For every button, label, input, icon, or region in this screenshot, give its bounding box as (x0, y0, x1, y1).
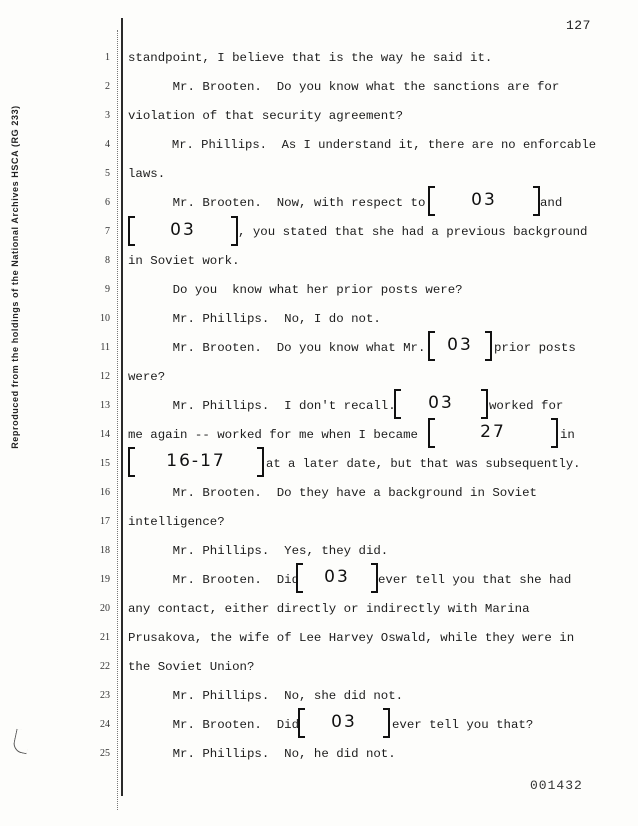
redaction-bracket (296, 565, 378, 591)
transcript-line: Mr. Brooten. Do you know what Mr. (128, 341, 426, 355)
redaction-code: 03 (428, 393, 454, 413)
transcript-line: me again -- worked for me when I became (128, 428, 418, 442)
transcript-line-continuation: ever tell you that she had (378, 573, 572, 587)
transcript-line: the Soviet Union? (128, 660, 255, 674)
redaction-bracket (428, 333, 492, 359)
line-number: 20 (100, 603, 110, 614)
line-number: 16 (100, 487, 110, 498)
redaction-code: 27 (480, 422, 506, 442)
transcript-line-continuation: worked for (489, 399, 564, 413)
archive-stamp: Reproduced from the holdings of the National Archives HSCA (RG 233) (10, 105, 20, 449)
transcript-line: laws. (128, 167, 166, 181)
transcript-line: any contact, either directly or indirectly with Marina (128, 602, 530, 616)
line-number: 21 (100, 632, 110, 643)
transcript-line: Mr. Phillips. No, I do not. (128, 312, 381, 326)
line-number: 11 (100, 342, 110, 353)
line-number: 8 (105, 255, 110, 266)
transcript-line: Mr. Phillips. No, he did not. (128, 747, 396, 761)
redaction-bracket (128, 449, 264, 475)
transcript-line-continuation: prior posts (494, 341, 576, 355)
line-number: 25 (100, 748, 110, 759)
transcript-line: Mr. Brooten. Did (128, 573, 300, 587)
line-number: 22 (100, 661, 110, 672)
transcript-line: intelligence? (128, 515, 225, 529)
line-number: 4 (105, 139, 110, 150)
transcript-line: Mr. Phillips. I don't recall. (128, 399, 396, 413)
line-number: 12 (100, 371, 110, 382)
transcript-line: Mr. Brooten. Do you know what the sanctions are for (128, 80, 560, 94)
transcript-line: Mr. Phillips. Yes, they did. (128, 544, 389, 558)
redaction-bracket (128, 218, 238, 244)
transcript-line: Mr. Brooten. Do they have a background in Soviet (128, 486, 537, 500)
transcript-line: Mr. Phillips. No, she did not. (128, 689, 404, 703)
transcript-line: Do you know what her prior posts were? (128, 283, 463, 297)
redaction-code: 03 (170, 220, 196, 240)
line-number: 5 (105, 168, 110, 179)
redaction-bracket (298, 710, 390, 736)
redaction-code: 03 (324, 567, 350, 587)
line-number: 14 (100, 429, 110, 440)
line-number: 10 (100, 313, 110, 324)
line-number: 1 (105, 52, 110, 63)
transcript-line-continuation: at a later date, but that was subsequently. (266, 457, 581, 471)
transcript-line-continuation: ever tell you that? (392, 718, 534, 732)
transcript-line: Mr. Brooten. Did (128, 718, 300, 732)
line-number: 15 (100, 458, 110, 469)
transcript-line: Mr. Phillips. As I understand it, there are no enforcable (128, 138, 597, 152)
transcript-line: in Soviet work. (128, 254, 240, 268)
redaction-bracket (428, 188, 540, 214)
redaction-code: 16-17 (166, 451, 226, 471)
line-number: 18 (100, 545, 110, 556)
redaction-bracket (394, 391, 488, 417)
redaction-code: 03 (471, 190, 497, 210)
redaction-code: 03 (331, 712, 357, 732)
line-number: 2 (105, 81, 110, 92)
transcript-line: were? (128, 370, 166, 384)
page-number: 127 (566, 18, 591, 33)
transcript-line: standpoint, I believe that is the way he said it. (128, 51, 493, 65)
line-number: 17 (100, 516, 110, 527)
transcript-line: violation of that security agreement? (128, 109, 404, 123)
line-number: 6 (105, 197, 110, 208)
transcript-line: Mr. Brooten. Now, with respect to (128, 196, 426, 210)
line-number: 13 (100, 400, 110, 411)
transcript-line: Prusakova, the wife of Lee Harvey Oswald, while they were in (128, 631, 575, 645)
redaction-code: 03 (447, 335, 473, 355)
line-number: 9 (105, 284, 110, 295)
document-id: 001432 (530, 778, 583, 793)
transcript-line-continuation: , you stated that she had a previous background (238, 225, 588, 239)
transcript-line-continuation: and (540, 196, 563, 210)
line-number: 19 (100, 574, 110, 585)
redaction-bracket (428, 420, 558, 446)
transcript-line-continuation: in (560, 428, 575, 442)
line-number: 7 (105, 226, 110, 237)
line-number: 23 (100, 690, 110, 701)
margin-rule-secondary (117, 30, 118, 810)
line-number: 24 (100, 719, 110, 730)
line-number: 3 (105, 110, 110, 121)
margin-rule (121, 18, 123, 796)
margin-mark (12, 729, 31, 755)
